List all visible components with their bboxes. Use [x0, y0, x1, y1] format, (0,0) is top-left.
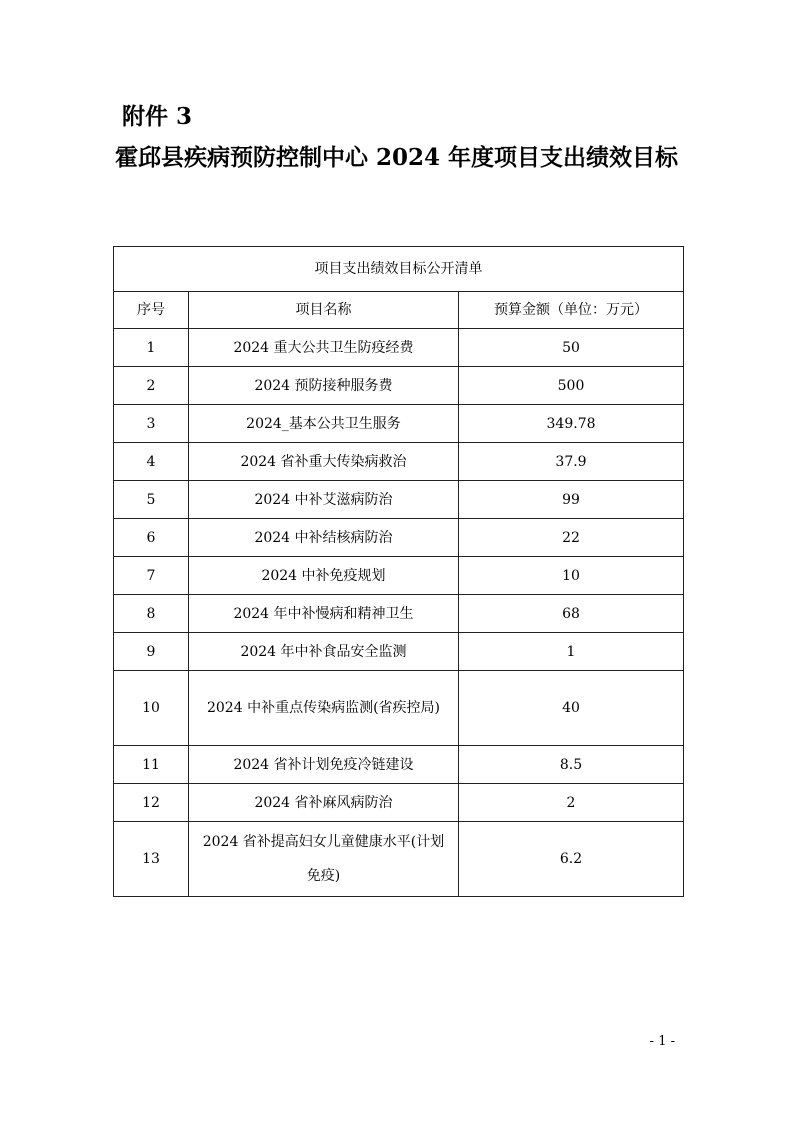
- row-budget-amount-cell: 8.5: [459, 746, 684, 784]
- row-budget-amount-cell: 68: [459, 595, 684, 633]
- row-project-name-cell: 2024 省补重大传染病救治: [189, 443, 459, 481]
- row-budget-amount-cell: 37.9: [459, 443, 684, 481]
- document-title: 霍邱县疾病预防控制中心 2024 年度项目支出绩效目标: [114, 144, 679, 171]
- row-budget-amount-cell: 10: [459, 557, 684, 595]
- row-number-cell: 6: [114, 519, 189, 557]
- row-project-name-cell: 2024 预防接种服务费: [189, 367, 459, 405]
- header-project-name: 项目名称: [189, 292, 459, 329]
- row-number-cell: 10: [114, 671, 189, 746]
- row-number-cell: 13: [114, 822, 189, 897]
- row-number-cell: 8: [114, 595, 189, 633]
- header-budget-amount: 预算金额（单位：万元）: [459, 292, 684, 329]
- row-project-name-cell: 2024 省补计划免疫冷链建设: [189, 746, 459, 784]
- row-project-name-cell: 2024 年中补食品安全监测: [189, 633, 459, 671]
- table-row: [114, 671, 684, 746]
- table-row: [114, 822, 684, 897]
- row-budget-amount-cell: 500: [459, 367, 684, 405]
- table-header-row: [114, 292, 684, 329]
- table-row: [114, 519, 684, 557]
- table-row: [114, 633, 684, 671]
- row-number-cell: 2: [114, 367, 189, 405]
- row-number-cell: 7: [114, 557, 189, 595]
- row-budget-amount-cell: 2: [459, 784, 684, 822]
- row-number-cell: 1: [114, 329, 189, 367]
- row-number-cell: 5: [114, 481, 189, 519]
- table-row: [114, 557, 684, 595]
- row-number-cell: 3: [114, 405, 189, 443]
- table-row: [114, 367, 684, 405]
- row-budget-amount-cell: 349.78: [459, 405, 684, 443]
- attachment-label: 附件 3: [122, 103, 193, 130]
- table-row: [114, 595, 684, 633]
- row-number-cell: 9: [114, 633, 189, 671]
- row-budget-amount-cell: 6.2: [459, 822, 684, 897]
- table-row: [114, 443, 684, 481]
- budget-table: [113, 246, 684, 897]
- row-project-name-cell: 2024 省补麻风病防治: [189, 784, 459, 822]
- table-caption-row: [114, 247, 684, 292]
- row-number-cell: 4: [114, 443, 189, 481]
- table-body: [114, 329, 684, 897]
- table-caption: 项目支出绩效目标公开清单: [114, 247, 684, 292]
- row-number-cell: 12: [114, 784, 189, 822]
- header-number: 序号: [114, 292, 189, 329]
- table-row: [114, 329, 684, 367]
- table-row: [114, 784, 684, 822]
- row-project-name-cell: 2024 重大公共卫生防疫经费: [189, 329, 459, 367]
- row-budget-amount-cell: 50: [459, 329, 684, 367]
- row-project-name-cell: 2024 中补重点传染病监测(省疾控局): [189, 671, 459, 746]
- page-number: - 1 -: [649, 1034, 675, 1049]
- row-budget-amount-cell: 40: [459, 671, 684, 746]
- row-project-name-cell: 2024 年中补慢病和精神卫生: [189, 595, 459, 633]
- row-project-name-cell: 2024 中补结核病防治: [189, 519, 459, 557]
- row-project-name-cell: 2024 省补提高妇女儿童健康水平(计划免疫): [189, 822, 459, 897]
- row-budget-amount-cell: 99: [459, 481, 684, 519]
- row-budget-amount-cell: 1: [459, 633, 684, 671]
- row-project-name-cell: 2024_基本公共卫生服务: [189, 405, 459, 443]
- row-project-name-cell: 2024 中补艾滋病防治: [189, 481, 459, 519]
- table-row: [114, 481, 684, 519]
- table-row: [114, 746, 684, 784]
- row-number-cell: 11: [114, 746, 189, 784]
- row-project-name-cell: 2024 中补免疫规划: [189, 557, 459, 595]
- row-budget-amount-cell: 22: [459, 519, 684, 557]
- table-row: [114, 405, 684, 443]
